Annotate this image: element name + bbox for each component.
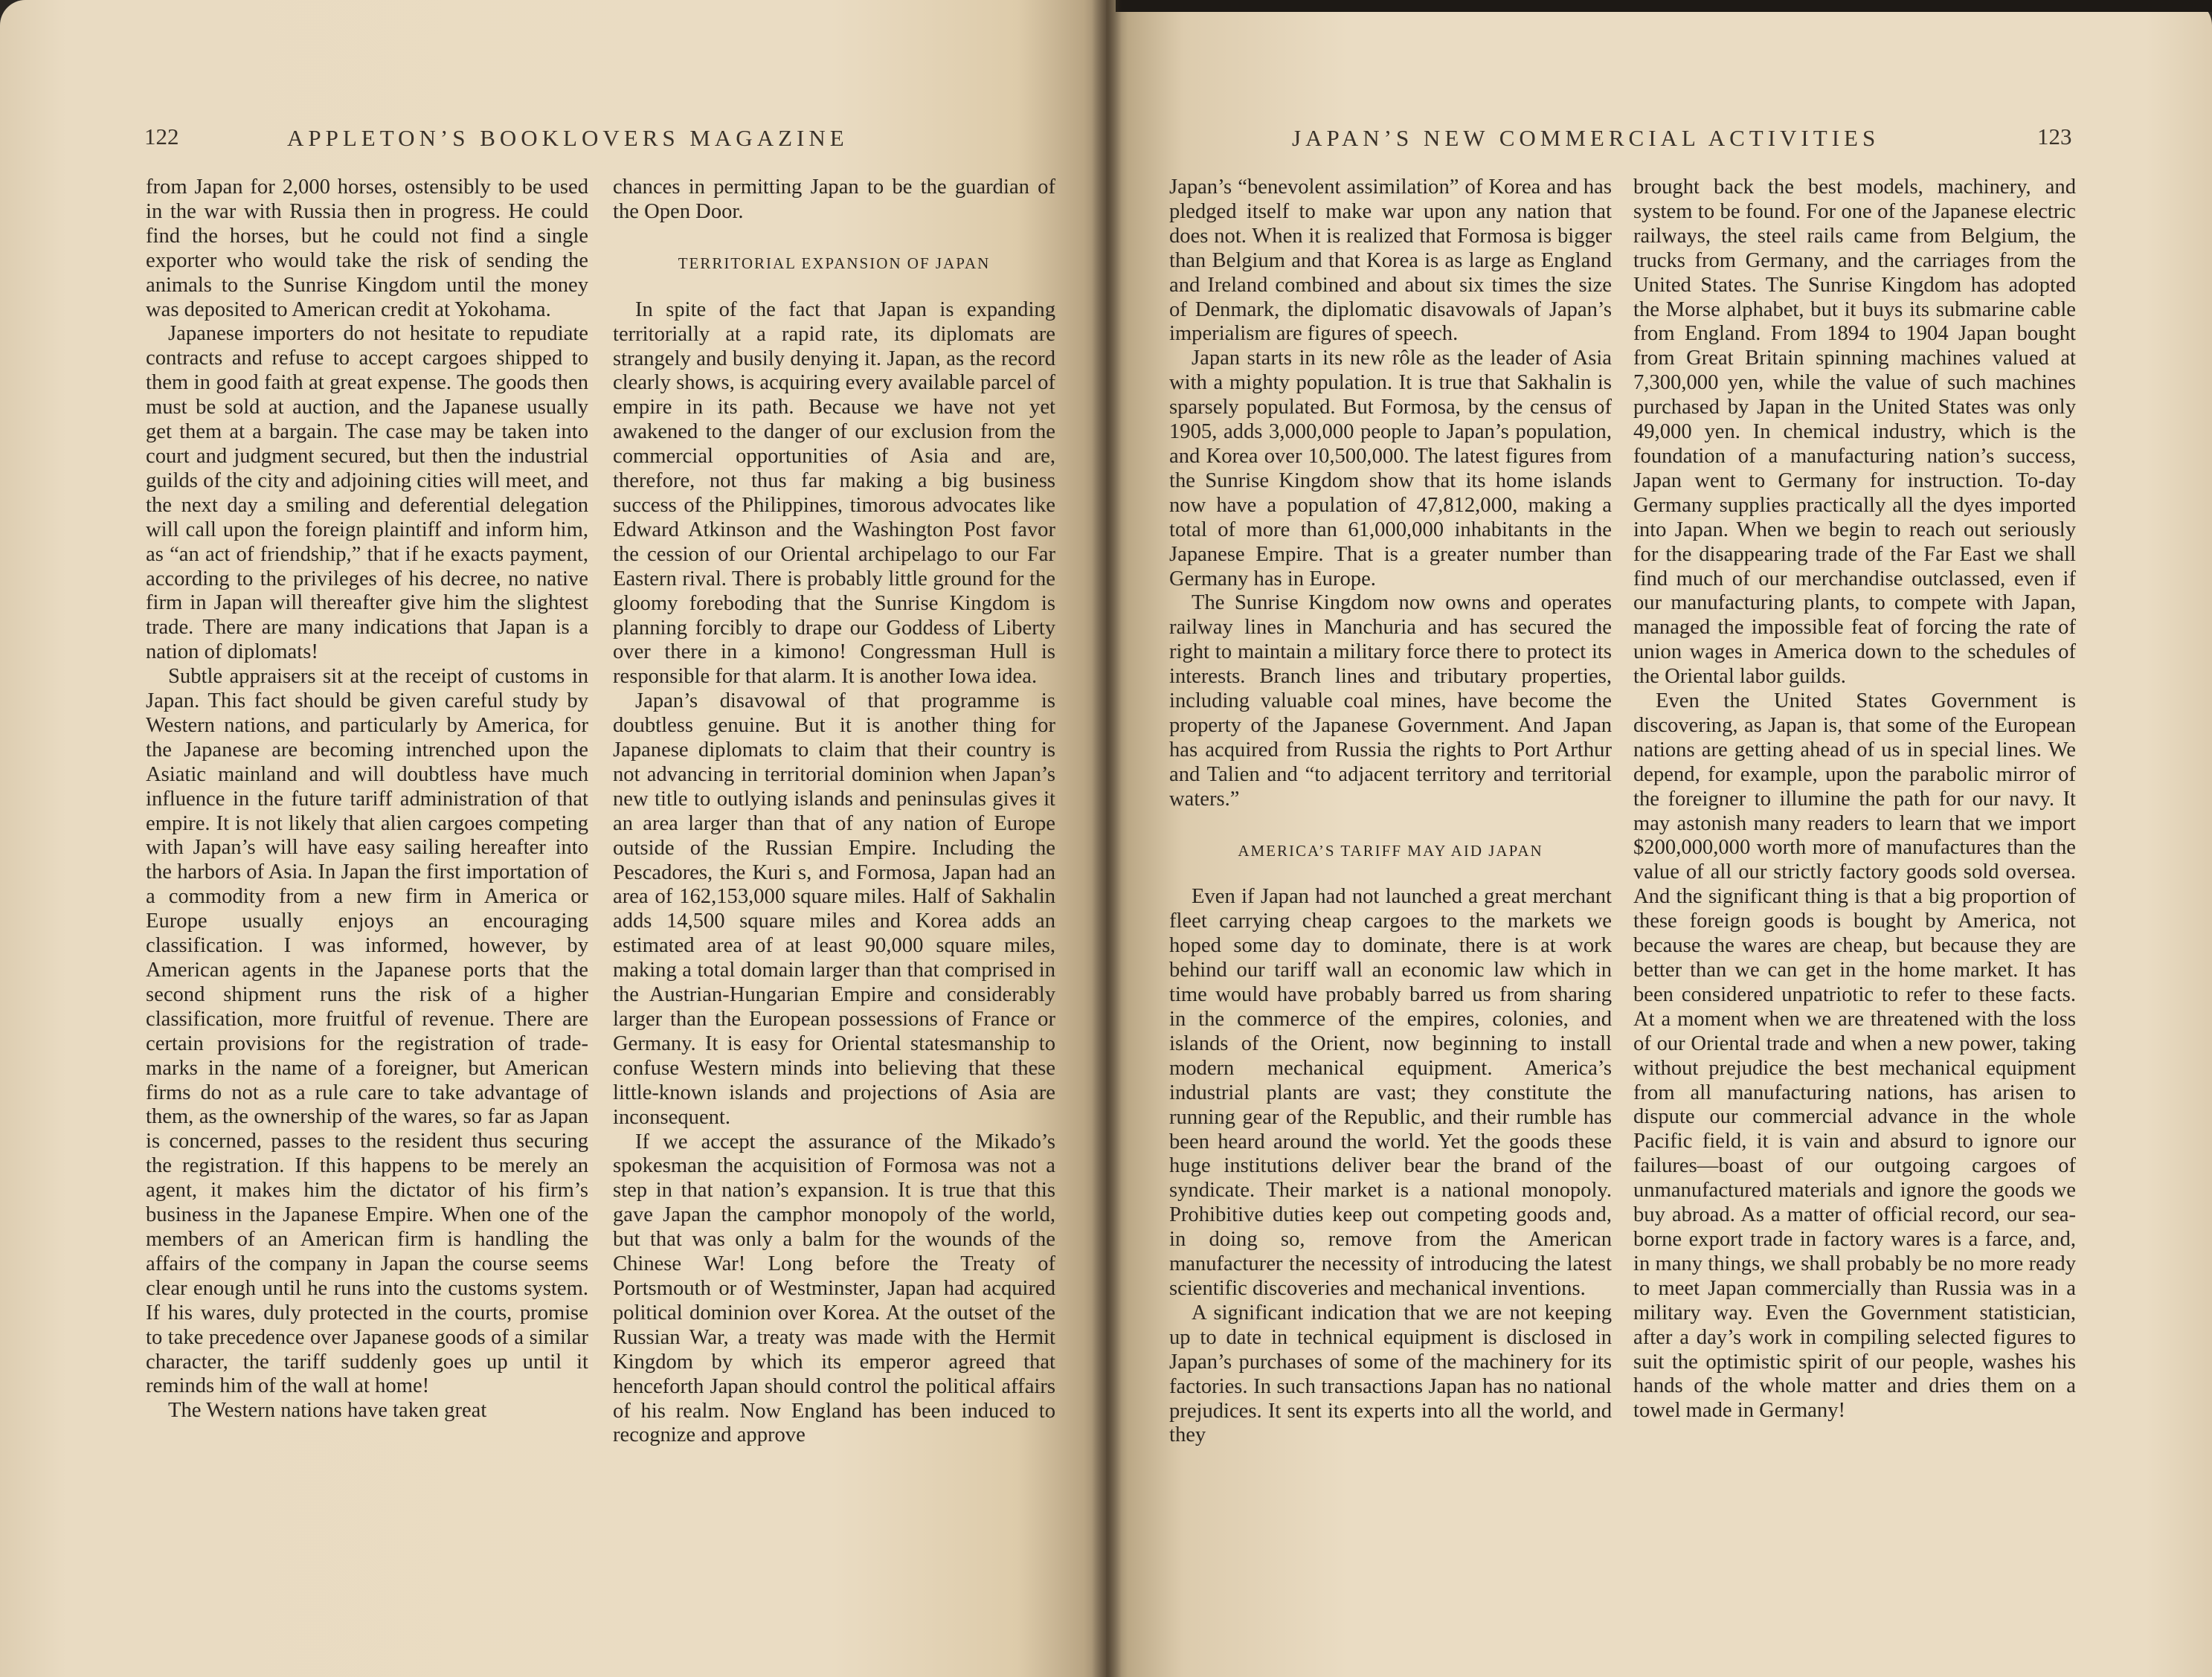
right-page xyxy=(1106,0,2212,1677)
paragraph: Japan’s “benevolent assimilation” of Korea and has pledged itself to make war upon any nation that does not. When it is realized that Formosa is bigger than Belgium and that Korea is as large as England and Ireland combined and about six times the size of Denmark, the diplomatic disavowals of Japan’s imperialism are figures of speech. xyxy=(1169,176,1612,346)
left-page-number: 122 xyxy=(144,123,179,149)
paragraph: The Sunrise Kingdom now owns and operates railway lines in Manchuria and has secured the right to maintain a military force there to protect its interests. Branch lines and tributary properties, including valuable coal mines, have become the property of the Japanese Government. And Japan has acquired from Russia the rights to Port Arthur and Talien and “to adjacent territory and territorial waters.” xyxy=(1169,591,1612,811)
left-running-header: APPLETON’S BOOKLOVERS MAGAZINE xyxy=(287,125,849,151)
right-page-number: 123 xyxy=(2037,123,2072,149)
paragraph: Japan starts in its new rôle as the leader of Asia with a mighty population. It is true that Sakhalin is sparsely populated. But Formosa, by the census of 1905, adds 3,000,000 people to Japan’s population, and Korea over 10,500,000. The latest figures from the Sunrise Kingdom show that its home islands now have a population of 47,812,000, making a total of more than 61,000,000 inhabitants in the Japanese Empire. That is a greater number than Germany has in Europe. xyxy=(1169,347,1612,590)
paragraph: Even if Japan had not launched a great merchant fleet carrying cheap cargoes to the markets we hoped some day to dominate, there is at work behind our tariff wall an economic law which in time would have probably barred us from sharing in the commerce of the empires, colonies, and islands of the Orient, now beginning to install modern mechanical equipment. America’s industrial plants are vast; they constitute the running gear of the Republic, and their rumble has been heard around the world. Yet the goods these huge institutions deliver bear the brand of the syndicate. Their market is a national monopoly. Prohibitive duties keep out competing goods and, in doing so, remove from the American manufacturer the necessity of introducing the latest scientific discoveries and mechanical inventions. xyxy=(1169,885,1612,1300)
paragraph: A significant indication that we are not keeping up to date in technical equipment is disclosed in Japan’s purchases of some of the machinery for its factories. In such transactions Japan has no national prejudices. It sent its experts into all the world, and they xyxy=(1169,1301,1612,1447)
right-running-header: JAPAN’S NEW COMMERCIAL ACTIVITIES xyxy=(1292,125,1880,151)
paragraph: Even the United States Government is discovering, as Japan is, that some of the European nations are getting ahead of us in special lines. We depend, for example, upon the parabolic mirror of the foreigner to illumine the path for our navy. It may astonish many readers to learn that we import $200,000,000 worth more of manufactures than the value of all our strictly factory goods sold oversea. And the significant thing is that a big proportion of these foreign goods is bought by America, not because the wares are cheap, but because they are better than we can get in the home market. It has been considered unpatriotic to refer to these facts. At a moment when we are threatened with the loss of our Oriental trade and when a new power, taking without prejudice the best mechanical equipment from all manufacturing nations, has arisen to dispute our commercial advance in the whole Pacific field, it is vain and absurd to ignore our failures—boast of our outgoing cargoes of unmanufactured materials and ignore the goods we buy abroad. As a matter of official record, our sea-borne export trade in factory wares is a farce, and, in many things, we shall probably be no more ready to meet Japan commercially than Russia was in a military way. Even the Government statistician, after a day’s work in compiling selected figures to suit the optimistic spirit of our people, washes his hands of the whole matter and dries them on a towel made in Germany! xyxy=(1633,689,2076,1423)
paragraph: Subtle appraisers sit at the receipt of customs in Japan. This fact should be given careful study by Western nations, and particularly by America, for the Japanese are becoming intrenched upon the Asiatic mainland and will doubtless have much influence in the future tariff administration of that empire. It is not likely that alien cargoes competing with Japan’s will have easy sailing hereafter into the harbors of Asia. In Japan the first importation of a commodity from a new firm in America or Europe usually enjoys an encouraging classification. I was informed, however, by American agents in the Japanese ports that the second shipment runs the risk of a higher classification, more fruitful of revenue. There are certain provisions for the registration of trade-marks in the name of a foreigner, but American firms do not as a rule care to take advantage of them, as the ownership of the wares, so far as Japan is concerned, passes to the resident thus securing the registration. If this happens to be merely an agent, it makes him the dictator of his firm’s business in the Japanese Empire. When one of the members of an American firm is handling the affairs of the company in Japan the course seems clear enough until he runs into the customs system. If his wares, duly protected in the courts, promise to take precedence over Japanese goods of a similar character, the tariff suddenly goes up until it reminds him of the wall at home! xyxy=(146,665,588,1398)
left-column-1 xyxy=(146,176,588,1423)
paragraph: from Japan for 2,000 horses, ostensibly to be used in the war with Russia then in progress. He could find the horses, but he could not find a single exporter who would take the risk of sending the animals to the Sunrise Kingdom until the money was deposited to American credit at Yokohama. xyxy=(146,176,588,321)
paragraph: brought back the best models, machinery, and system to be found. For one of the Japanese electric railways, the steel rails came from Belgium, the trucks from Germany, and the carriages from the United States. The Sunrise Kingdom has adopted the Morse alphabet, but it buys its submarine cable from England. From 1894 to 1904 Japan bought from Great Britain spinning machines valued at 7,300,000 yen, while the value of such machines purchased by Japan in the United States was only 49,000 yen. In chemical industry, which is the foundation of a manufacturing nation’s success, Japan went to Germany for instruction. To-day Germany supplies practically all the dyes imported into Japan. When we begin to reach out seriously for the disappearing trade of the Far East we shall find much of our merchandise outclassed, even if our manufacturing plants, to compete with Japan, managed the impossible feat of forcing the rate of union wages in America down to the schedules of the Oriental labor guilds. xyxy=(1633,176,2076,689)
paragraph: Japan’s disavowal of that programme is doubtless genuine. But it is another thing for Japanese diplomats to claim that their country is not advancing in territorial dominion when Japan’s new title to outlying islands and peninsulas gives it an area larger than that of any nation of Europe outside of the Russian Empire. Including the Pescadores, the Kuri s, and Formosa, Japan had an area of 162,153,000 square miles. Half of Sakhalin adds 14,500 square miles and Korea adds an estimated area of at least 90,000 square miles, making a total domain larger than that comprised in the Austrian-Hungarian Empire and considerably larger than the European possessions of France or Germany. It is easy for Oriental statesmanship to confuse Western minds into believing that these little-known islands and projections of Asia are inconsequent. xyxy=(613,689,1055,1129)
section-heading: TERRITORIAL EXPANSION OF JAPAN xyxy=(678,254,991,272)
paragraph: Japanese importers do not hesitate to repudiate contracts and refuse to accept cargoes shipped to them in good faith at great expense. The goods then must be sold at auction, and the Japanese usually get them at a bargain. The case may be taken into court and judgment secured, but then the industrial guilds of the city and adjoining cities will meet, and the next day a smiling and deferential delegation will call upon the foreign plaintiff and inform him, as “an act of friendship,” that if he exacts payment, according to the privileges of his decree, no native firm in Japan will thereafter give him the slightest trade. There are many indications that Japan is a nation of diplomats! xyxy=(146,322,588,664)
left-column-2 xyxy=(613,176,1055,1448)
background-strip xyxy=(1116,0,2212,12)
paragraph: In spite of the fact that Japan is expanding territorially at a rapid rate, its diplomats are strangely and busily denying it. Japan, as the record clearly shows, is acquiring every available parcel of empire in its path. Because we have not yet awakened to the danger of our exclusion from the commercial opportunities of Asia and are, therefore, not thus far making a big business success of the Philippines, timorous advocates like Edward Atkinson and the Washington Post favor the cession of our Oriental archipelago to our Far Eastern rival. There is probably little ground for the gloomy foreboding that the Sunrise Kingdom is planning forcibly to drape our Goddess of Liberty over there in a kimono! Congressman Hull is responsible for that alarm. It is another Iowa idea. xyxy=(613,297,1055,689)
right-column-1 xyxy=(1169,176,1612,1448)
paragraph: The Western nations have taken great xyxy=(168,1399,487,1423)
paragraph: If we accept the assurance of the Mikado’s spokesman the acquisition of Formosa was not a step in that nation’s expansion. It is true that this gave Japan the camphor monopoly of the world, but that was only a balm for the wounds of the Chinese War! Long before the Treaty of Portsmouth or of Westminster, Japan had acquired political dominion over Korea. At the outset of the Russian War, a treaty was made with the Hermit Kingdom by which its emperor agreed that henceforth Japan should control the political affairs of his realm. Now England has been induced to recognize and approve xyxy=(613,1130,1055,1447)
section-heading: AMERICA’S TARIFF MAY AID JAPAN xyxy=(1238,841,1543,860)
right-column-2 xyxy=(1633,176,2076,1423)
paragraph: chances in permitting Japan to be the guardian of the Open Door. xyxy=(613,176,1055,223)
